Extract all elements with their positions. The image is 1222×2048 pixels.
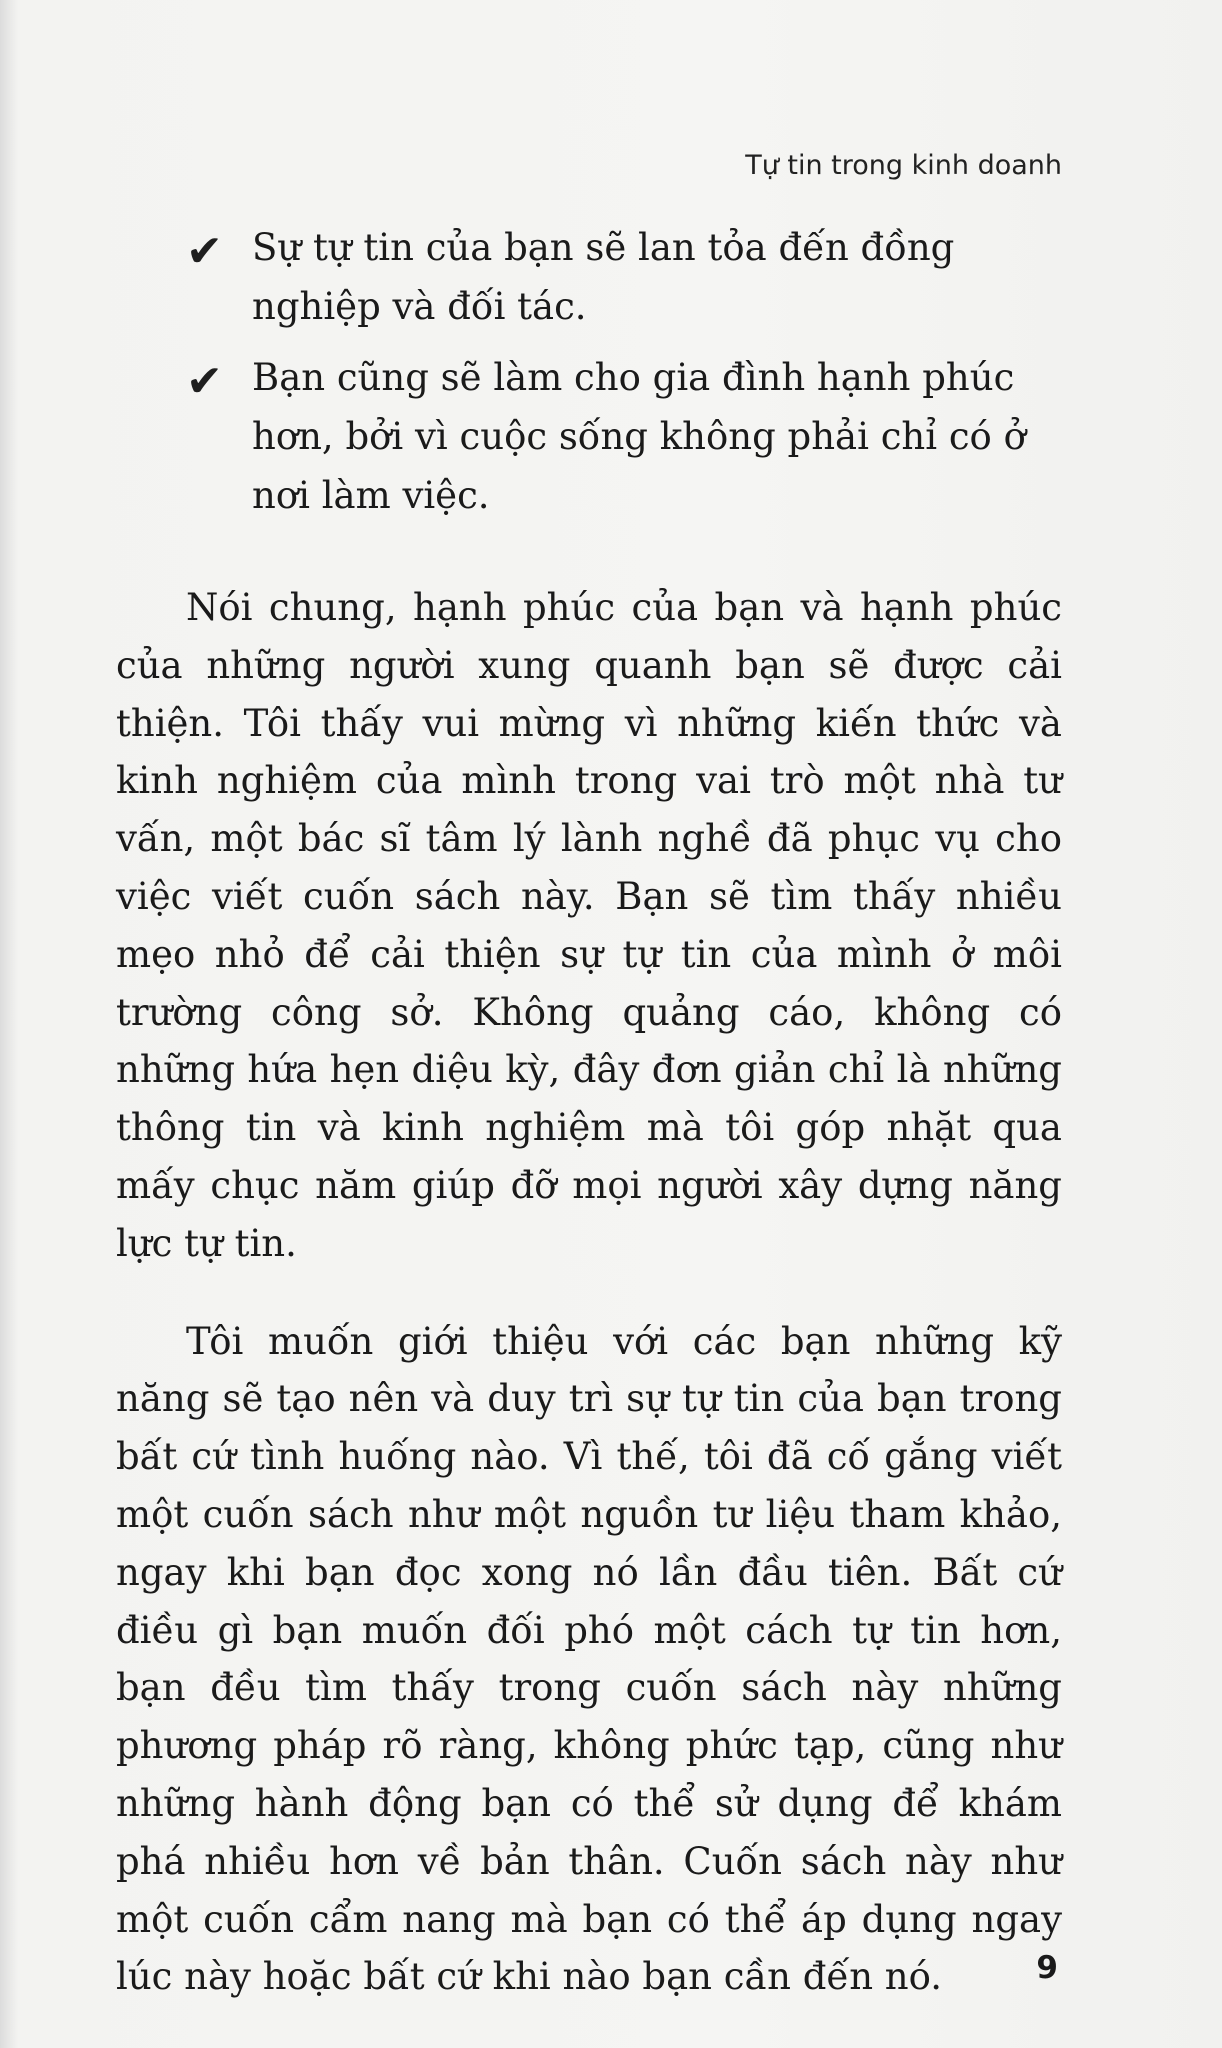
bullet-item <box>116 348 1062 525</box>
body-paragraph: Tôi muốn giới thiệu với các bạn những kỹ năng sẽ tạo nên và duy trì sự tự tin của bạn trong bất cứ tình huống nào. Vì thế, tôi đã cố gắng viết một cuốn sách như một nguồn tư liệu tham khảo, ngay khi bạn đọc xong nó lần đầu tiên. Bất cứ điều gì bạn muốn đối phó một cách tự tin hơn, bạn đều tìm thấy trong cuốn sách này những phương pháp rõ ràng, không phức tạp, cũng như những hành động bạn có thể sử dụng để khám phá nhiều hơn về bản thân. Cuốn sách này như một cuốn cẩm nang mà bạn có thể áp dụng ngay lúc này hoặc bất cứ khi nào bạn cần đến nó. <box>116 1319 1062 1999</box>
body-paragraph: Nói chung, hạnh phúc của bạn và hạnh phúc của những người xung quanh bạn sẽ được cải thiện. Tôi thấy vui mừng vì những kiến thức và kinh nghiệm của mình trong vai trò một nhà tư vấn, một bác sĩ tâm lý lành nghề đã phục vụ cho việc viết cuốn sách này. Bạn sẽ tìm thấy nhiều mẹo nhỏ để cải thiện sự tự tin của mình ở môi trường công sở. Không quảng cáo, không có những hứa hẹn diệu kỳ, đây đơn giản chỉ là những thông tin và kinh nghiệm mà tôi góp nhặt qua mấy chục năm giúp đỡ mọi người xây dựng năng lực tự tin. <box>116 586 1062 1265</box>
running-header: Tự tin trong kinh doanh <box>745 150 1062 181</box>
bullet-item <box>116 218 1062 336</box>
bullet-text: Bạn cũng sẽ làm cho gia đình hạnh phúc hơn, bởi vì cuộc sống không phải chỉ có ở nơi làm việc. <box>252 356 1026 517</box>
bullet-list <box>116 218 1062 525</box>
bullet-text: Sự tự tin của bạn sẽ lan tỏa đến đồng nghiệp và đối tác. <box>252 226 955 328</box>
check-icon: ✔ <box>186 356 223 407</box>
check-icon: ✔ <box>186 226 223 277</box>
page-number: 9 <box>1036 1950 1058 1986</box>
page-body <box>116 218 1062 2006</box>
